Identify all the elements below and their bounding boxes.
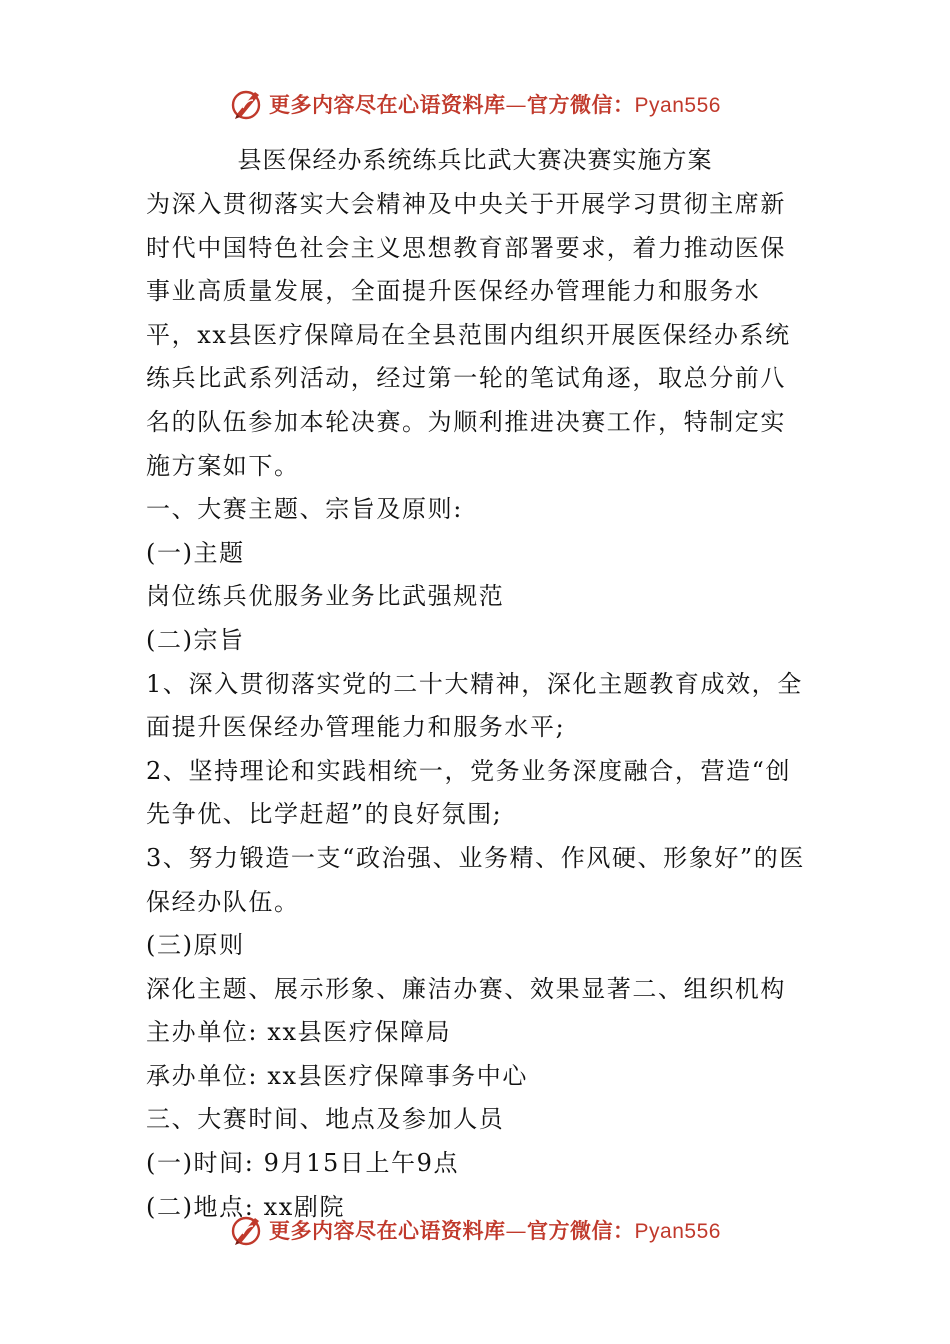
paragraph-principle: 深化主题、展示形象、廉洁办赛、效果显著二、组织机构 (146, 974, 786, 1003)
banner-text (269, 89, 721, 119)
paragraph-purpose-1: 1、深入贯彻落实党的二十大精神，深化主题教育成效，全面提升医保经办管理能力和服务水平; (146, 669, 803, 742)
pen-circle-icon (229, 1212, 265, 1248)
banner-wechat-id: Pyan556 (634, 1220, 721, 1243)
paragraph-purpose-2: 2、坚持理论和实践相统一，党务业务深度融合，营造“创先争优、比学赶超”的良好氛围; (146, 756, 792, 829)
banner-slogan: 更多内容尽在心语资料库 (269, 92, 506, 117)
paragraph-location: (二)地点: xx剧院 (146, 1192, 346, 1221)
paragraph-intro: 为深入贯彻落实大会精神及中央关于开展学习贯彻主席新时代中国特色社会主义思想教育部署要求，着力推动医保事业高质量发展，全面提升医保经办管理能力和服务水平，xx县医疗保障局在全县范围内组织开展医保经办系统练兵比武系列活动，经过第一轮的笔试角逐，取总分前八名的队伍参加本轮决赛。为顺利推进决赛工作，特制定实施方案如下。 (146, 190, 791, 480)
banner-wechat-label: 官方微信： (527, 1218, 635, 1243)
banner-slogan: 更多内容尽在心语资料库 (269, 1218, 506, 1243)
banner-wechat-id: Pyan556 (634, 94, 721, 117)
document-title: 县医保经办系统练兵比武大赛决赛实施方案 (237, 146, 713, 174)
paragraph-theme: 岗位练兵优服务业务比武强规范 (146, 582, 505, 611)
subheading-theme: (一)主题 (146, 538, 245, 567)
pen-circle-icon (229, 86, 265, 122)
paragraph-host: 主办单位: xx县医疗保障局 (146, 1018, 452, 1047)
header-banner (0, 84, 950, 124)
banner-text (269, 1215, 721, 1245)
banner-separator: — (505, 93, 528, 117)
paragraph-time: (一)时间: 9月15日上午9点 (146, 1149, 460, 1178)
banner-separator: — (505, 1219, 528, 1243)
subheading-purpose: (二)宗旨 (146, 625, 245, 654)
section-heading-3: 三、大赛时间、地点及参加人员 (146, 1105, 505, 1134)
document-body (146, 183, 810, 1229)
banner-wechat-label: 官方微信： (527, 92, 635, 117)
footer-banner (0, 1210, 950, 1250)
paragraph-purpose-3: 3、努力锻造一支“政治强、业务精、作风硬、形象好”的医保经办队伍。 (146, 843, 806, 916)
paragraph-organizer: 承办单位: xx县医疗保障事务中心 (146, 1061, 528, 1090)
subheading-principle: (三)原则 (146, 931, 245, 960)
section-heading-1: 一、大赛主题、宗旨及原则: (146, 495, 463, 524)
